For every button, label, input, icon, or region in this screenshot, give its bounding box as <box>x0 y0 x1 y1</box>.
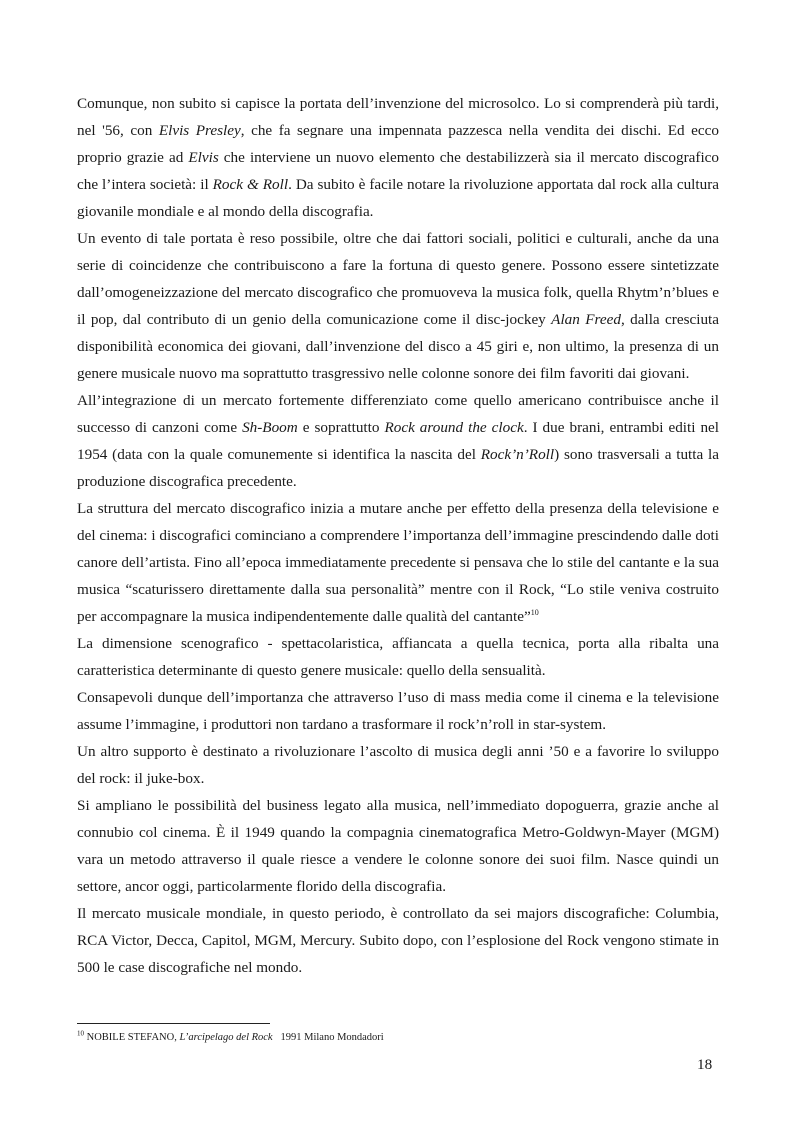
paragraph <box>77 90 719 225</box>
text-segment: , dalla cresciuta disponibilità economica dei giovani, dall’invenzione del disco a 45 giri e, non ultimo, la presenza di un genere musicale nuovo ma soprattutto trasgressivo nelle colonne sonore dei film favoriti dai giovani. <box>77 311 720 382</box>
footnote-number: 10 <box>77 1029 84 1038</box>
page-number: 18 <box>697 1056 713 1073</box>
text-segment: ) sono trasversali a tutta la produzione discografica precedente. <box>77 446 719 490</box>
footnote-title: L’arcipelago del Rock <box>179 1032 273 1043</box>
text-segment: Il mercato musicale mondiale, in questo periodo, è controllato da sei majors discografiche: Columbia, RCA Victor, Decca, Capitol, MGM, Mercury. Subito dopo, con l’esplosione del Rock vengono stimate in 500 le case discografiche nel mondo. <box>77 905 719 976</box>
paragraph <box>77 225 719 387</box>
text-segment: Si ampliano le possibilità del business legato alla musica, nell’immediato dopoguerra, grazie anche al connubio col cinema. È il 1949 quando la compagnia cinematografica Metro-Goldwyn-Mayer (MGM) vara un metodo attraverso il quale riesce a vendere le colonne sonore dei suoi film. Nasce quindi un settore, ancor oggi, particolarmente florido della discografia. <box>77 797 719 895</box>
italic-text: Alan Freed <box>551 311 621 328</box>
italic-text: Rock & Roll <box>212 176 289 193</box>
italic-text: Elvis <box>188 149 219 166</box>
text-segment: Comunque, non subito si capisce la portata dell’invenzione del microsolco. Lo si comprenderà più tardi, nel '56, con <box>77 95 719 139</box>
paragraph <box>77 792 719 900</box>
text-segment: La struttura del mercato discografico inizia a mutare anche per effetto della presenza della televisione e del cinema: i discografici cominciano a comprendere l’importanza dell’immagine prescindendo dalle doti canore dell’artista. Fino all’epoca immediatamente precedente si pensava che lo stile del cantante e la sua musica “scaturissero direttamente dalla sua personalità” mentre con il Rock, “Lo stile veniva costruito per accompagnare la musica indipendentemente dalle qualità del cantante” <box>77 500 719 625</box>
footnote-reference: 10 <box>530 607 539 617</box>
text-segment: Un evento di tale portata è reso possibile, oltre che dai fattori sociali, politici e culturali, anche da una serie di coincidenze che contribuiscono a fare la fortuna di questo genere. Possono essere sintetizzate dall’omogeneizzazione del mercato discografico che promuoveva la musica folk, quella Rhytm’n’blues e il pop, dal contributo di un genio della comunicazione come il disc-jockey <box>77 230 719 328</box>
text-segment: . I due brani, entrambi editi nel 1954 (data con la quale comunemente si identifica la nascita del <box>77 419 719 463</box>
text-segment: Consapevoli dunque dell’importanza che attraverso l’uso di mass media come il cinema e la televisione assume l’immagine, i produttori non tardano a trasformare il rock’n’roll in star-system. <box>77 689 719 733</box>
paragraph <box>77 900 719 981</box>
italic-text: Elvis Presley <box>158 122 241 139</box>
text-segment: La dimensione scenografico - spettacolaristica, affiancata a quella tecnica, porta alla ribalta una caratteristica determinante di questo genere musicale: quello della sensualità. <box>77 635 719 679</box>
text-segment: . Da subito è facile notare la rivoluzione apportata dal rock alla cultura giovanile mondiale e al mondo della discografia. <box>77 176 719 220</box>
italic-text: Sh-Boom <box>242 419 298 436</box>
footnote-divider <box>77 1023 270 1024</box>
text-segment: che interviene un nuovo elemento che destabilizzerà sia il mercato discografico che l’intera società: il <box>77 149 719 193</box>
italic-text: Rock around the clock <box>384 419 524 436</box>
text-segment: All’integrazione di un mercato fortemente differenziato come quello americano contribuisce anche il successo di canzoni come <box>77 392 719 436</box>
page-body <box>77 90 719 981</box>
paragraph <box>77 495 719 630</box>
italic-text: Rock’n’Roll <box>480 446 555 463</box>
text-segment: , che fa segnare una impennata pazzesca nella vendita dei dischi. Ed ecco proprio grazie ad <box>77 122 719 166</box>
paragraph <box>77 387 719 495</box>
paragraph <box>77 738 719 792</box>
footnote-author: NOBILE STEFANO, <box>86 1032 180 1043</box>
paragraph <box>77 684 719 738</box>
footnote <box>77 1031 719 1045</box>
text-segment: Un altro supporto è destinato a rivoluzionare l’ascolto di musica degli anni ’50 e a favorire lo sviluppo del rock: il juke-box. <box>77 743 719 787</box>
paragraph <box>77 630 719 684</box>
text-segment: e soprattutto <box>297 419 385 436</box>
footnote-publication: 1991 Milano Mondadori <box>272 1032 384 1043</box>
